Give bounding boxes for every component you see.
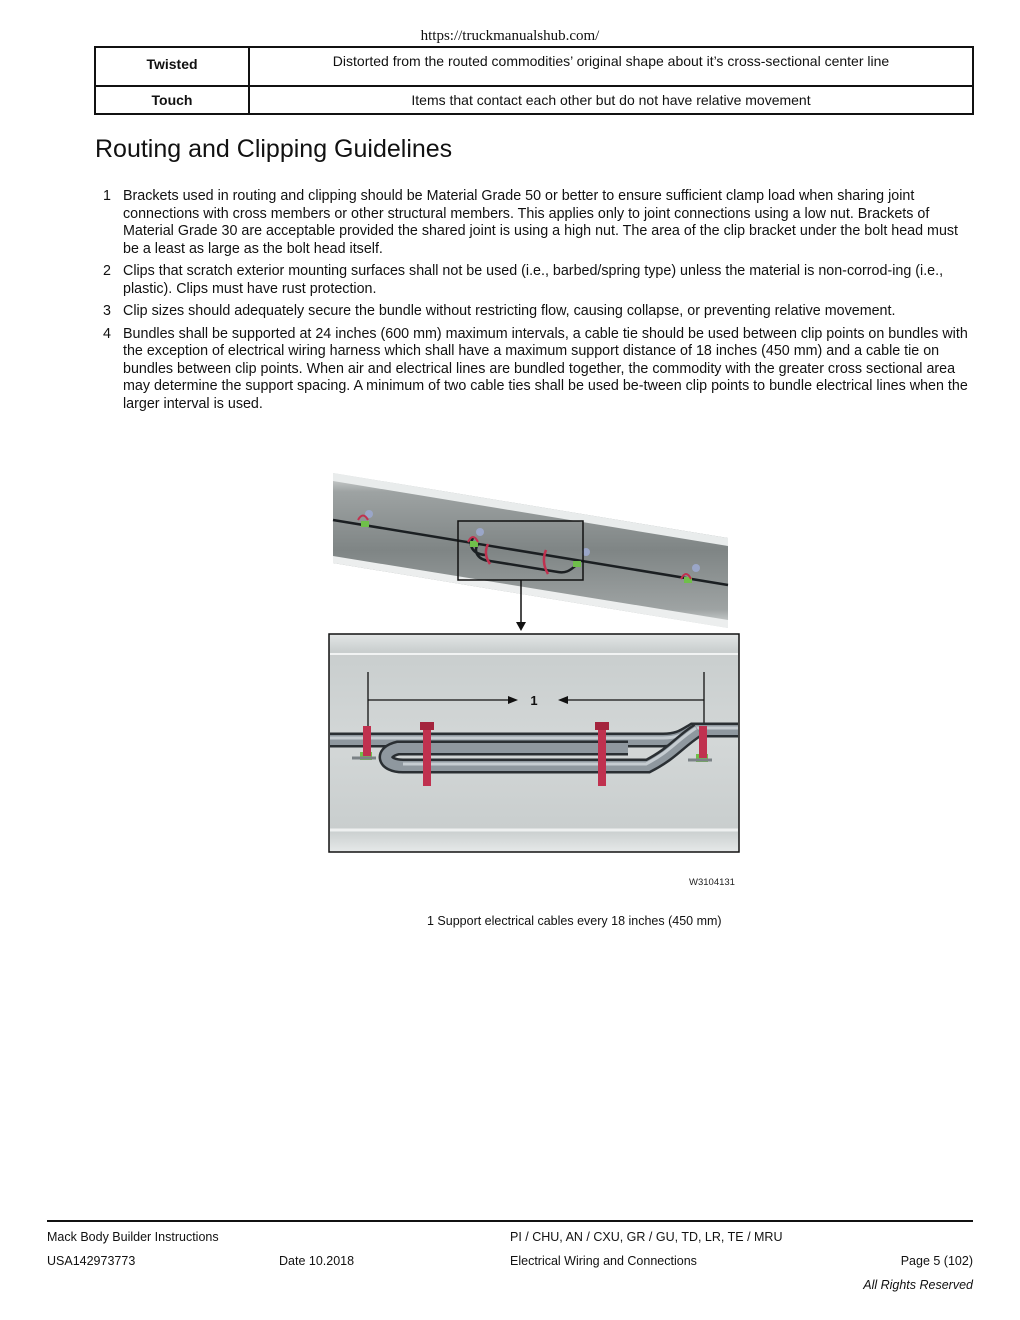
footer-doc-title: Mack Body Builder Instructions (47, 1230, 219, 1244)
footer-page: Page 5 (102) (900, 1254, 973, 1268)
section-title: Routing and Clipping Guidelines (95, 135, 453, 163)
definition-term: Twisted (95, 47, 249, 86)
list-item (95, 188, 970, 258)
definition-term: Touch (95, 86, 249, 114)
detail-view (329, 634, 739, 852)
list-item-number: 1 (103, 188, 111, 204)
list-item-text: Clip sizes should adequately secure the bundle without restricting flow, causing collapse, or preventing relative movement. (123, 303, 896, 319)
list-item-number: 4 (103, 325, 111, 342)
definition-row (95, 47, 973, 86)
list-item-text: Bundles shall be supported at 24 inches (600 mm) maximum intervals, a cable tie should be used between clip points on bundles with the exception of electrical wiring harness which shall have a maximum support distance of 18 inches (450 mm) and a cable tie on bundles between clip points. When air and electrical lines are bundled together, the commodity with the greater cross sectional area may determine the support spacing. A minimum of two cable ties shall be used be-tween clip points to bundle electrical lines when the larger interval is used. (123, 325, 968, 412)
footer-doc-number: USA142973773 (47, 1254, 136, 1268)
footer-divider (47, 1220, 973, 1222)
header-url: https://truckmanualshub.com/ (420, 28, 600, 44)
footer-rights: All Rights Reserved (863, 1278, 973, 1292)
list-item (95, 326, 970, 414)
definition-row (95, 86, 973, 114)
definitions-table (94, 46, 974, 115)
guideline-list (95, 188, 970, 418)
list-item (95, 263, 970, 298)
footer-chapter: Electrical Wiring and Connections (510, 1254, 697, 1268)
figure-code: W3104131 (689, 877, 735, 888)
definition-text: Items that contact each other but do not have relative movement (249, 86, 973, 114)
list-item (95, 303, 970, 321)
list-item-text: Clips that scratch exterior mounting surfaces shall not be used (i.e., barbed/spring type) unless the material is non-corrod-ing (i.e., plastic). Clips must have rust protection. (123, 263, 944, 297)
cable-routing-illustration (328, 468, 740, 858)
list-item-number: 2 (103, 263, 111, 279)
list-item-text: Brackets used in routing and clipping should be Material Grade 50 or better to ensure sufficient clamp load when sharing joint connections with cross members or other structural members. This applies only to joint connections using a low nut. Brackets of Material Grade 30 are acceptable provided the shared joint is using a high nut. The area of the clip bracket under the bolt head must be a least as large as the bolt head itself. (123, 188, 959, 257)
frame-rail-overview (333, 473, 728, 628)
footer-date: Date 10.2018 (279, 1254, 355, 1268)
callout-number: 1 (530, 693, 538, 708)
footer-models: PI / CHU, AN / CXU, GR / GU, TD, LR, TE / MRU (510, 1230, 783, 1244)
list-item-number: 3 (103, 303, 111, 319)
figure-caption: 1 Support electrical cables every 18 inches (450 mm) (427, 914, 722, 928)
definition-text: Distorted from the routed commodities’ original shape about it’s cross-sectional center line (249, 47, 973, 86)
